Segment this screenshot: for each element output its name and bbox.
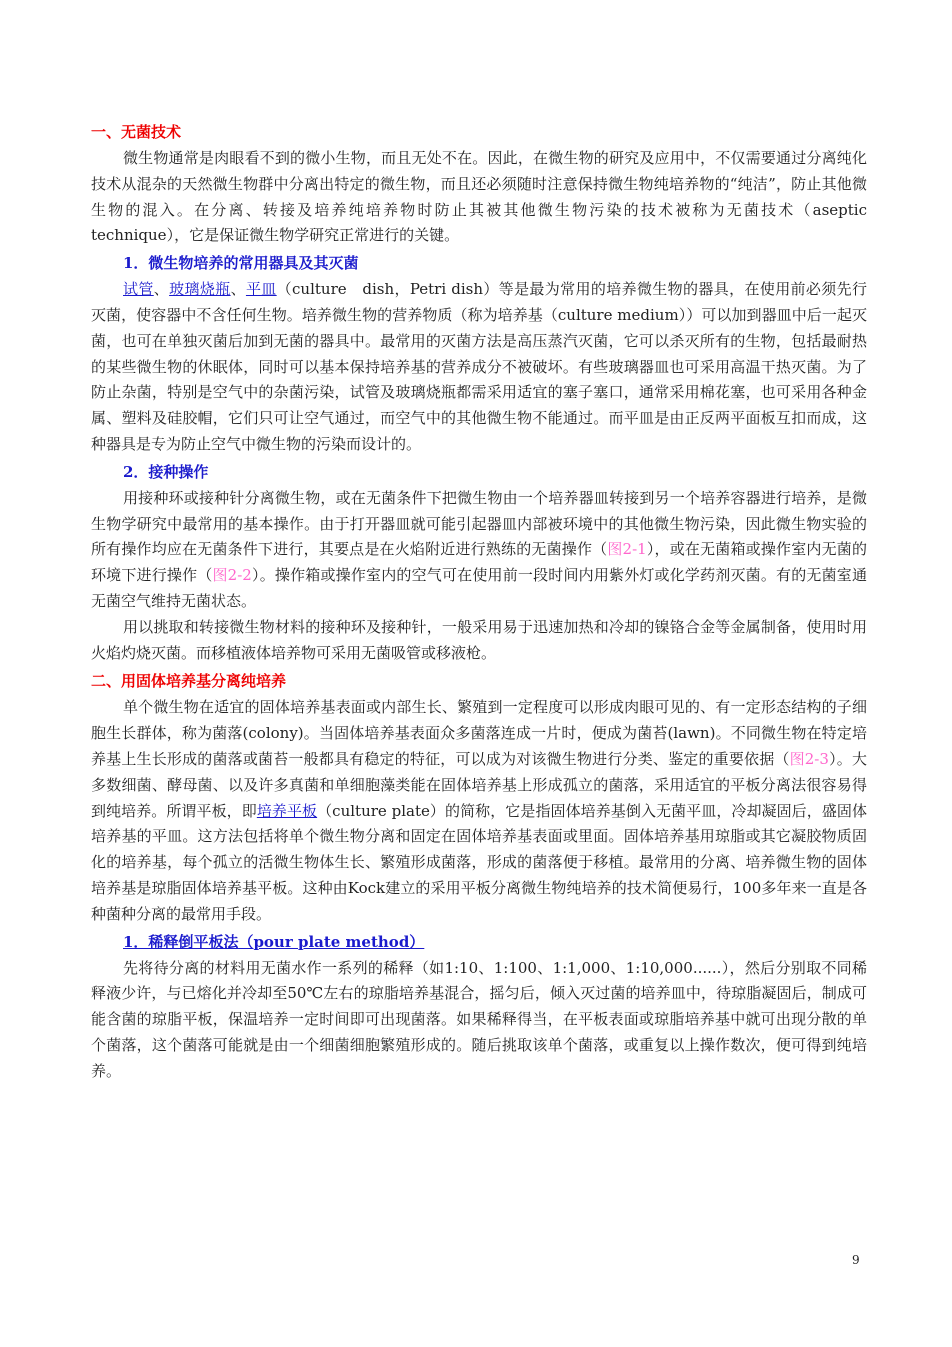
document-body (91, 117, 867, 1085)
pour-plate-link[interactable]: 1．稀释倒平板法（pour plate method） (123, 932, 425, 951)
separator: 、 (230, 280, 246, 299)
paragraph-text: 单个微生物在适宜的固体培养基表面或内部生长、繁殖到一定程度可以形成肉眼可见的、有一定形态结构的子细胞生长群体，称为菌落(colony)。当固体培养基表面众多菌落连成一片时，便成为菌苔(lawn)。不同微生物在特定培养基上生长形成的菌落或菌苔一般都具有稳定的特征，可以成为对该微生物进行分类、鉴定的重要依据（ (91, 698, 867, 768)
paragraph-text: （culture dish，Petri dish）等是最为常用的培养微生物的器具，在使用前必须先行灭菌，使容器中不含任何生物。培养微生物的营养物质（称为培养基（culture medium））可以加到器皿中后一起灭菌，也可在单独灭菌后加到无菌的器具中。最常用的灭菌方法是高压蒸汽灭菌，它可以杀灭所有的生物，包括最耐热的某些微生物的休眠体，同时可以基本保持培养基的营养成分不被破坏。有些玻璃器皿也可采用高温干热灭菌。为了防止杂菌，特别是空气中的杂菌污染，试管及玻璃烧瓶都需采用适宜的塞子塞口，通常采用棉花塞，也可采用各种金属、塑料及硅胶帽，它们只可让空气通过，而空气中的其他微生物不能通过。而平皿是由正反两平面板互扣而成，这种器具是专为防止空气中微生物的污染而设计的。 (91, 280, 867, 453)
section1-sub1-paragraph (91, 277, 867, 458)
section2-heading: 二、用固体培养基分离纯培养 (91, 672, 287, 691)
section1-sub1-heading: 1．微生物培养的常用器具及其灭菌 (123, 254, 359, 273)
section2-sub1-paragraph: 先将待分离的材料用无菌水作一系列的稀释（如1:10、1:100、1:1,000、1:10,000......），然后分别取不同稀释液少许，与已熔化并冷却至50℃左右的琼脂培养基混合，摇匀后，倾入灭过菌的培养皿中，待琼脂凝固后，制成可能含菌的琼脂平板，保温培养一定时间即可出现菌落。如果稀释得当，在平板表面或琼脂培养基中就可出现分散的单个菌落，这个菌落可能就是由一个细菌细胞繁殖形成的。随后挑取该单个菌落，或重复以上操作数次，便可得到纯培养。 (91, 958, 867, 1080)
paragraph-text: ）。大多数细菌、酵母菌、以及许多真菌和单细胞藻类能在固体培养基上形成孤立的菌落，采用适宜的平板分离法很容易得到纯培养。所谓平板，即 (91, 749, 867, 820)
section1-intro: 微生物通常是肉眼看不到的微小生物，而且无处不在。因此，在微生物的研究及应用中，不仅需要通过分离纯化技术从混杂的天然微生物群中分离出特定的微生物，而且还必须随时注意保持微生物纯培养物的“纯洁”，防止其他微生物的混入。在分离、转接及培养纯培养物时防止其被其他微生物污染的技术被称为无菌技术（aseptic technique），它是保证微生物学研究正常进行的关键。 (91, 149, 867, 245)
link-culture-plate[interactable]: 培养平板 (256, 801, 318, 820)
figure-ref-2-3[interactable]: 图2-3 (789, 749, 829, 768)
link-petri-dish[interactable]: 平皿 (245, 280, 277, 299)
section1-sub2-paragraph1 (91, 486, 867, 615)
separator: 、 (153, 280, 170, 299)
page-number: 9 (852, 1253, 860, 1267)
section1-sub2-heading: 2．接种操作 (123, 462, 209, 481)
paragraph-text: ）。操作箱或操作室内的空气可在使用前一段时间内用紫外灯或化学药剂灭菌。有的无菌室通无菌空气维持无菌状态。 (91, 566, 867, 610)
section2-paragraph1 (91, 695, 867, 927)
section1-sub2-paragraph2: 用以挑取和转接微生物材料的接种环及接种针，一般采用易于迅速加热和冷却的镍铬合金等金属制备，使用时用火焰灼烧灭菌。而移植液体培养物可采用无菌吸管或移液枪。 (91, 617, 867, 662)
link-glass-flask[interactable]: 玻璃烧瓶 (169, 280, 231, 299)
figure-ref-2-2[interactable]: 图2-2 (212, 566, 252, 585)
paragraph-text: （culture plate）的简称，它是指固体培养基倒入无菌平皿，冷却凝固后，盛固体培养基的平皿。这方法包括将单个微生物分离和固定在固体培养基表面或里面。固体培养基用琼脂或其它凝胶物质固化的培养基，每个孤立的活微生物体生长、繁殖形成菌落，形成的菌落便于移植。最常用的分离、培养微生物的固体培养基是琼脂固体培养基平板。这种由Kock建立的采用平板分离微生物纯培养的技术简便易行，100多年来一直是各种菌种分离的最常用手段。 (91, 801, 867, 923)
section2-sub1-heading[interactable] (91, 928, 867, 956)
paragraph-text: 用接种环或接种针分离微生物，或在无菌条件下把微生物由一个培养器皿转接到另一个培养容器进行培养，是微生物学研究中最常用的基本操作。由于打开器皿就可能引起器皿内部被环境中的其他微生物污染，因此微生物实验的所有操作均应在无菌条件下进行，其要点是在火焰附近进行熟练的无菌操作（ (91, 488, 867, 559)
link-test-tube[interactable]: 试管 (123, 280, 154, 299)
figure-ref-2-1[interactable]: 图2-1 (607, 540, 647, 559)
section1-heading: 一、无菌技术 (91, 123, 182, 141)
paragraph-text: ），或在无菌箱或操作室内无菌的环境下进行操作（ (91, 540, 867, 585)
